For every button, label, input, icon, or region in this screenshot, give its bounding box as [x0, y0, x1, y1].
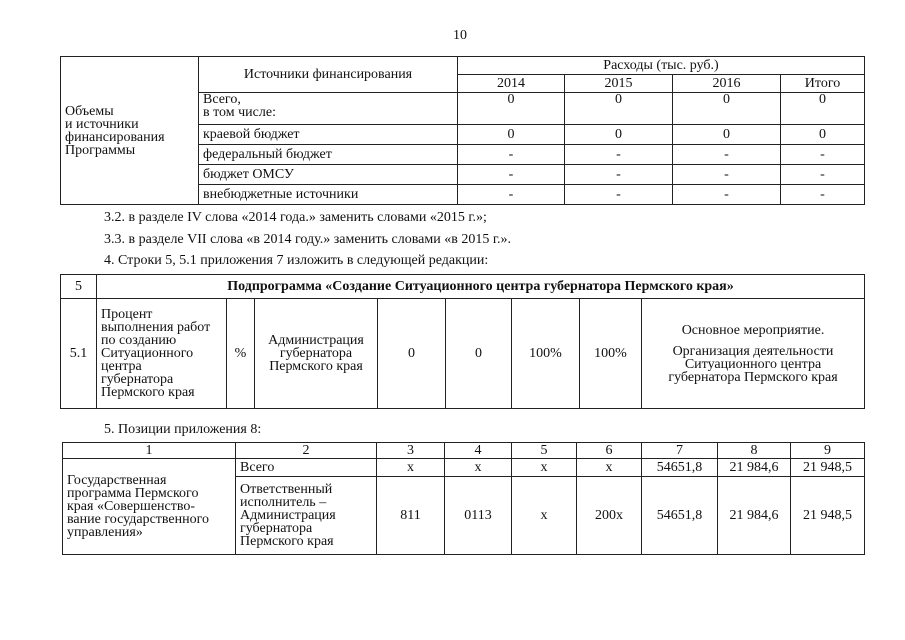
cell-value: х: [512, 477, 577, 555]
paragraph-3-2: 3.2. в разделе IV слова «2014 года.» заменить словами «2015 г.»;: [104, 210, 487, 225]
row-number: 5: [61, 275, 97, 299]
source-label: федеральный бюджет: [199, 145, 458, 165]
cell-value: -: [565, 145, 673, 165]
cell-value: 54651,8: [642, 459, 718, 477]
cell-value: -: [781, 165, 865, 185]
cell-value: х: [445, 459, 512, 477]
cell-value: 200х: [577, 477, 642, 555]
source-label: краевой бюджет: [199, 125, 458, 145]
cell-value: 100%: [512, 299, 580, 409]
cell-value: 0: [446, 299, 512, 409]
cell-value: -: [781, 145, 865, 165]
cell-value: 21 948,5: [791, 477, 865, 555]
financing-table: [60, 56, 865, 205]
cell-value: -: [781, 185, 865, 205]
cell-value: 0: [673, 93, 781, 125]
column-header: 3: [377, 443, 445, 459]
cell-value: 0: [565, 93, 673, 125]
main-action: [642, 299, 865, 409]
year-header: 2014: [458, 75, 565, 93]
column-header: 7: [642, 443, 718, 459]
cell-value: 0: [673, 125, 781, 145]
year-header: 2016: [673, 75, 781, 93]
cell-value: -: [565, 165, 673, 185]
executor: Администрация губернатора Пермского края: [255, 299, 378, 409]
cell-value: 100%: [580, 299, 642, 409]
source-label: внебюджетные источники: [199, 185, 458, 205]
cell-value: -: [458, 165, 565, 185]
cell-value: 0: [565, 125, 673, 145]
subprogram-title: Подпрограмма «Создание Ситуационного центра губернатора Пермского края»: [97, 275, 865, 299]
cell-value: -: [673, 165, 781, 185]
cell-value: 21 948,5: [791, 459, 865, 477]
sources-header: Источники финансирования: [199, 57, 458, 93]
indicator-name: Процент выполнения работ по созданию Ситуационного центра губернатора Пермского края: [97, 299, 227, 409]
row-number: 5.1: [61, 299, 97, 409]
cell-value: 54651,8: [642, 477, 718, 555]
unit: %: [227, 299, 255, 409]
program-financing-label: Объемы и источники финансирования Программы: [61, 57, 199, 205]
row-label: Всего: [236, 459, 377, 477]
paragraph-4: 4. Строки 5, 5.1 приложения 7 изложить в следующей редакции:: [104, 253, 489, 268]
main-action-description: Организация деятельности Ситуационного центра губернатора Пермского края: [668, 343, 838, 385]
main-action-title: Основное мероприятие.: [681, 322, 825, 338]
row-label: Ответственный исполнитель – Администрация губернатора Пермского края: [236, 477, 377, 555]
paragraph-5: 5. Позиции приложения 8:: [104, 422, 262, 437]
source-label: бюджет ОМСУ: [199, 165, 458, 185]
subprogram-table: [60, 274, 865, 409]
paragraph-3-3: 3.3. в разделе VII слова «в 2014 году.» заменить словами «в 2015 г.».: [104, 232, 512, 247]
cell-value: 0: [781, 125, 865, 145]
cell-value: 0: [458, 93, 565, 125]
cell-value: -: [673, 145, 781, 165]
column-header: 8: [718, 443, 791, 459]
expenses-header: Расходы (тыс. руб.): [458, 57, 865, 75]
cell-value: 21 984,6: [718, 459, 791, 477]
cell-value: 0: [378, 299, 446, 409]
cell-value: -: [458, 145, 565, 165]
column-header: 9: [791, 443, 865, 459]
source-label: Всего, в том числе:: [199, 93, 458, 125]
cell-value: 21 984,6: [718, 477, 791, 555]
column-header: 1: [63, 443, 236, 459]
cell-value: -: [565, 185, 673, 205]
cell-value: х: [512, 459, 577, 477]
cell-value: х: [577, 459, 642, 477]
cell-value: х: [377, 459, 445, 477]
cell-value: -: [458, 185, 565, 205]
cell-value: 811: [377, 477, 445, 555]
cell-value: -: [673, 185, 781, 205]
column-header: 2: [236, 443, 377, 459]
year-header: 2015: [565, 75, 673, 93]
column-header: 4: [445, 443, 512, 459]
cell-value: 0: [781, 93, 865, 125]
program-name: Государственная программа Пермского края «Совершенство- вание государственного управления»: [63, 459, 236, 555]
column-header: 6: [577, 443, 642, 459]
column-header: 5: [512, 443, 577, 459]
page-number: 10: [453, 28, 467, 43]
appendix8-table: [62, 442, 865, 555]
cell-value: 0113: [445, 477, 512, 555]
total-header: Итого: [781, 75, 865, 93]
cell-value: 0: [458, 125, 565, 145]
